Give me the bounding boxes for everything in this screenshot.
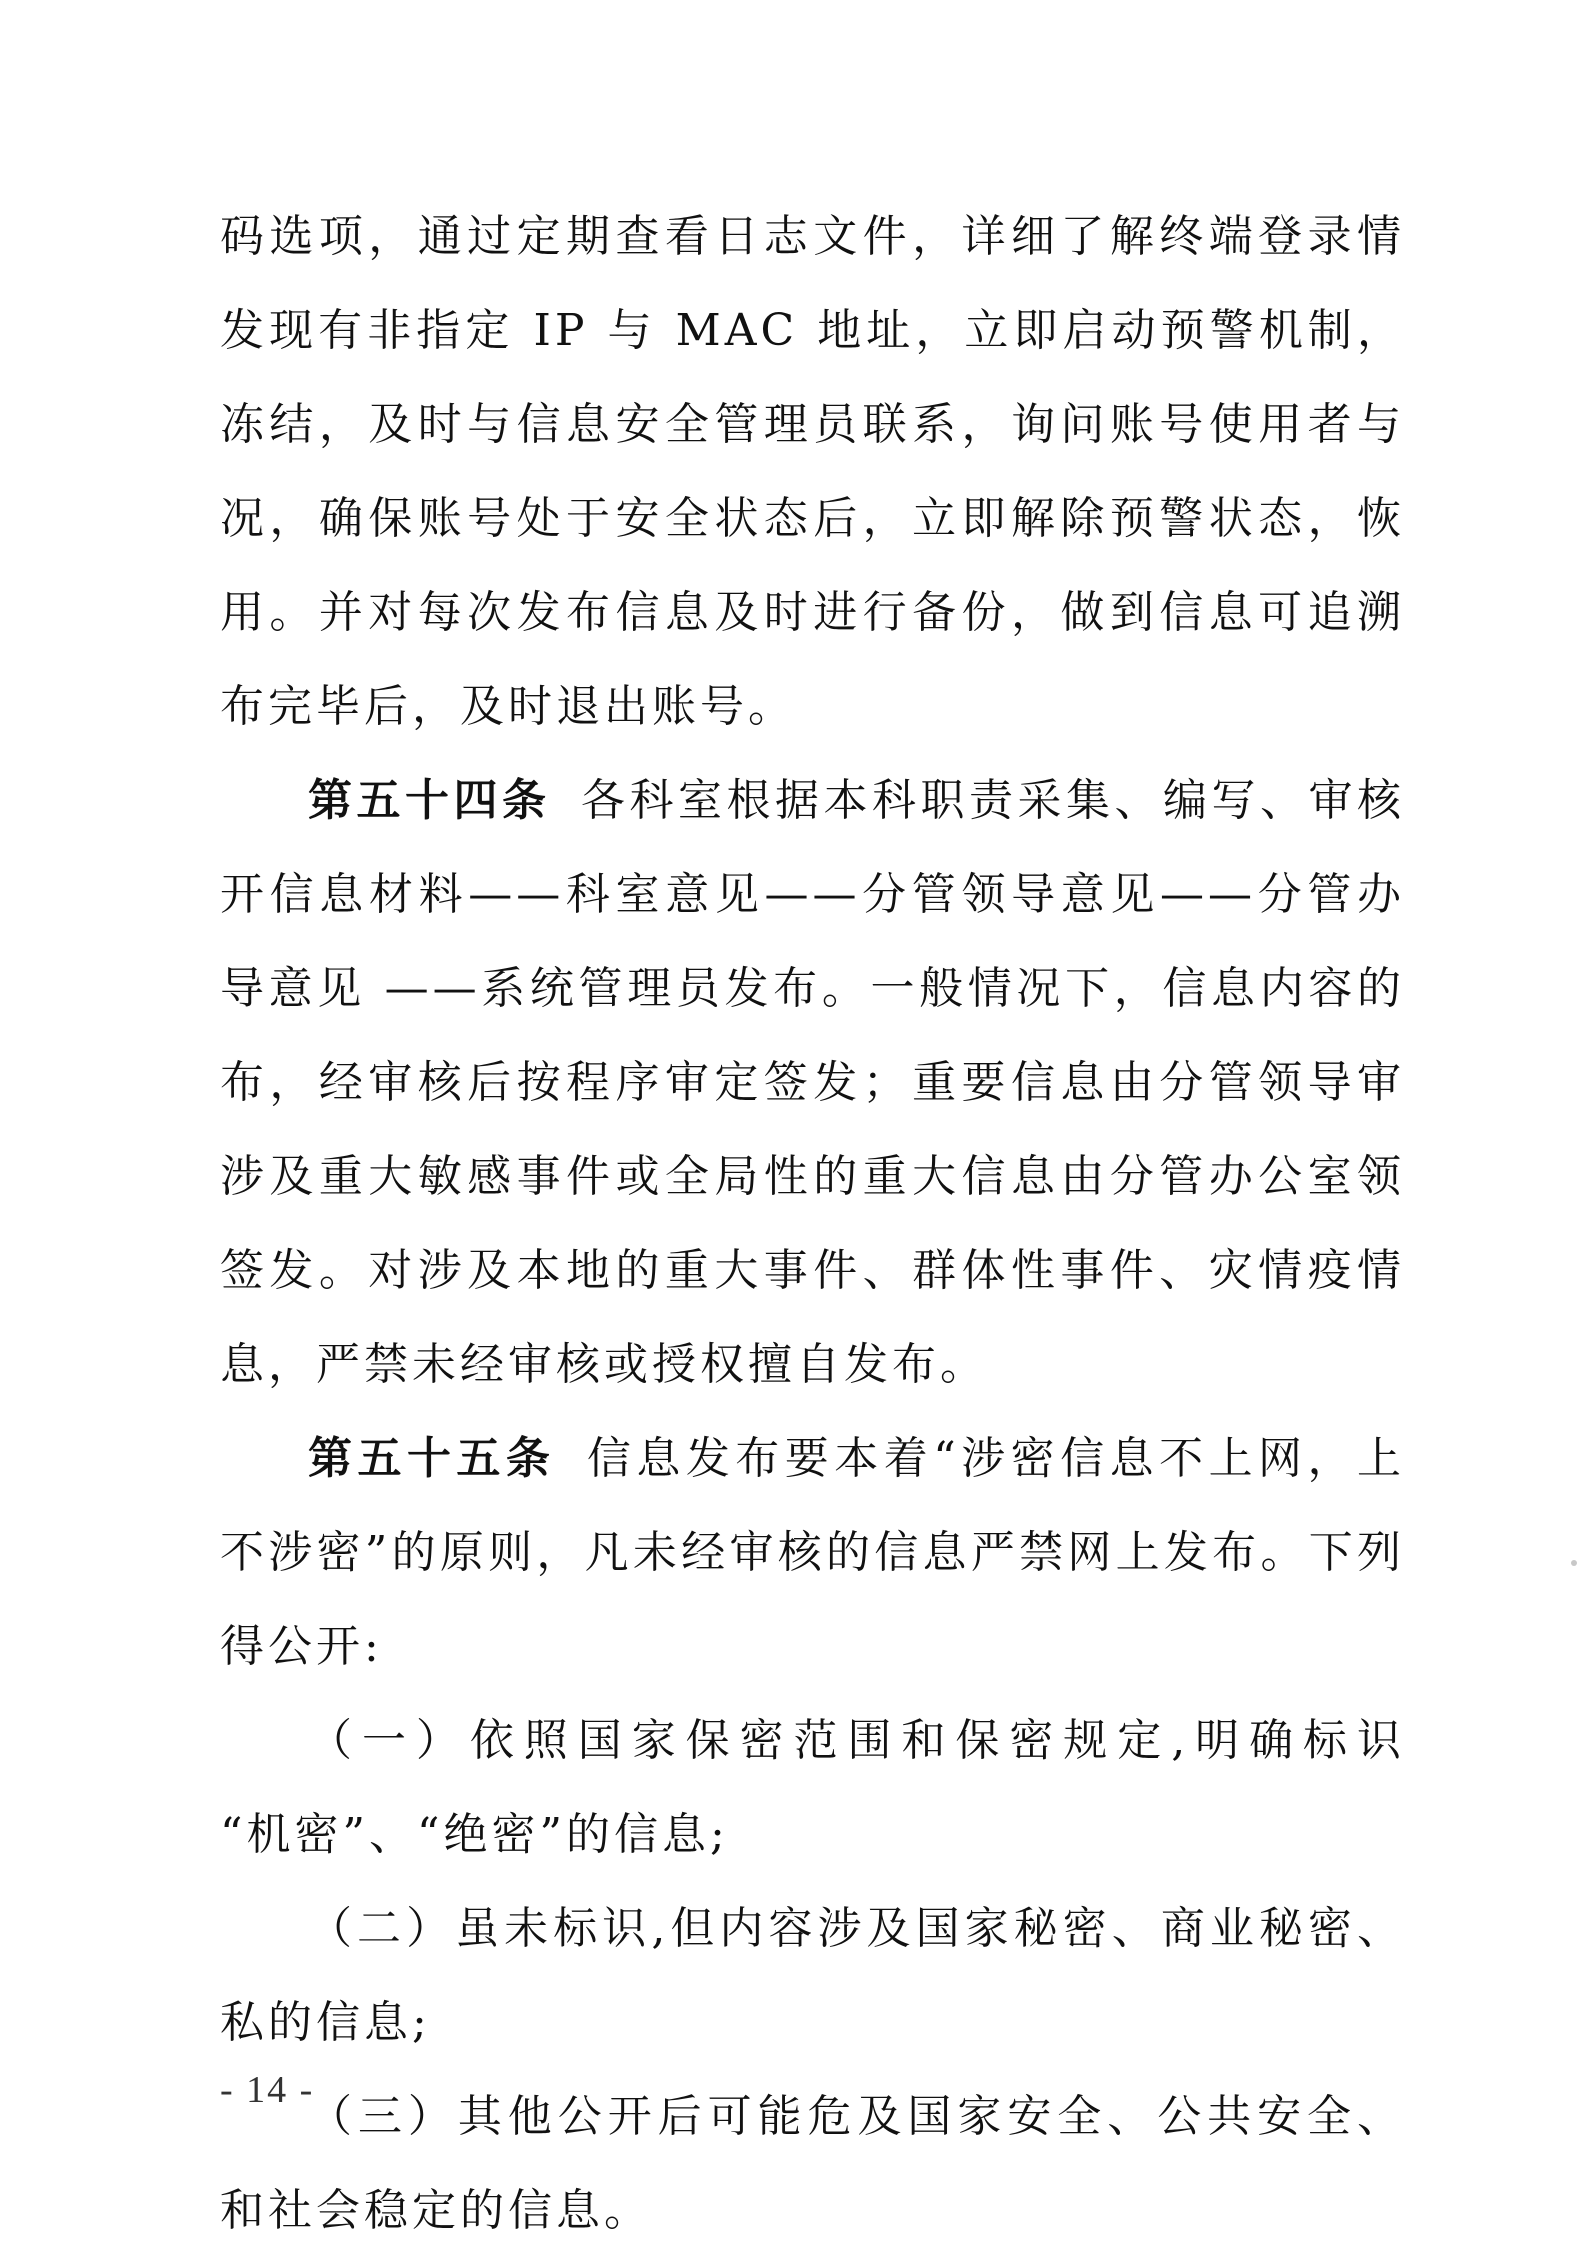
text-line: 开信息材料——科室意见——分管领导意见——分管办 (220, 869, 1405, 920)
scan-artifact (1571, 1560, 1577, 1566)
text-line: （三）其他公开后可能危及国家安全、公共安全、 (308, 2091, 1405, 2142)
text-line (220, 754, 1405, 848)
text-line: 私的信息; (220, 1997, 431, 2048)
article-text: 信息发布要本着“涉密信息不上网，上 (585, 1433, 1405, 1484)
text-line (220, 1412, 1405, 1506)
text-line: 用。并对每次发布信息及时进行备份，做到信息可追溯 (220, 587, 1405, 638)
restricted-info-list (220, 1694, 1405, 2258)
text-line: 况，确保账号处于安全状态后，立即解除预警状态，恢 (220, 493, 1405, 544)
text-line: 得公开: (220, 1621, 383, 1672)
body-text (220, 190, 1405, 2258)
text-line: 布，经审核后按程序审定签发；重要信息由分管领导审 (220, 1057, 1405, 1108)
text-line: 布完毕后，及时退出账号。 (220, 681, 796, 732)
article-title: 第五十四条 (308, 775, 551, 826)
article-title: 第五十五条 (308, 1433, 556, 1484)
text-line: “机密”、“绝密”的信息; (220, 1809, 729, 1860)
list-item (220, 2070, 1405, 2258)
text-line: 发现有非指定 IP 与 MAC 地址，立即启动预警机制， (220, 305, 1405, 356)
paragraph-continuation (220, 190, 1405, 754)
text-line: 涉及重大敏感事件或全局性的重大信息由分管办公室领 (220, 1151, 1405, 1202)
text-line: 码选项，通过定期查看日志文件，详细了解终端登录情 (220, 211, 1405, 262)
text-line: 冻结，及时与信息安全管理员联系，询问账号使用者与 (220, 399, 1405, 450)
text-line: （一）依照国家保密范围和保密规定,明确标识 (308, 1715, 1405, 1766)
text-line: 不涉密”的原则，凡未经审核的信息严禁网上发布。下列 (220, 1527, 1405, 1578)
article-text: 各科室根据本科职责采集、编写、审核 (580, 775, 1405, 826)
text-line: 息，严禁未经审核或授权擅自发布。 (220, 1339, 988, 1390)
page-number: - 14 - (220, 2069, 315, 2111)
text-line: 导意见 ——系统管理员发布。一般情况下，信息内容的 (220, 963, 1405, 1014)
text-line: （二）虽未标识,但内容涉及国家秘密、商业秘密、 (308, 1903, 1405, 1954)
article-54 (220, 754, 1405, 1412)
article-55 (220, 1412, 1405, 1694)
text-line: 和社会稳定的信息。 (220, 2185, 652, 2236)
text-line: 签发。对涉及本地的重大事件、群体性事件、灾情疫情 (220, 1245, 1405, 1296)
list-item (220, 1694, 1405, 1882)
list-item (220, 1882, 1405, 2070)
